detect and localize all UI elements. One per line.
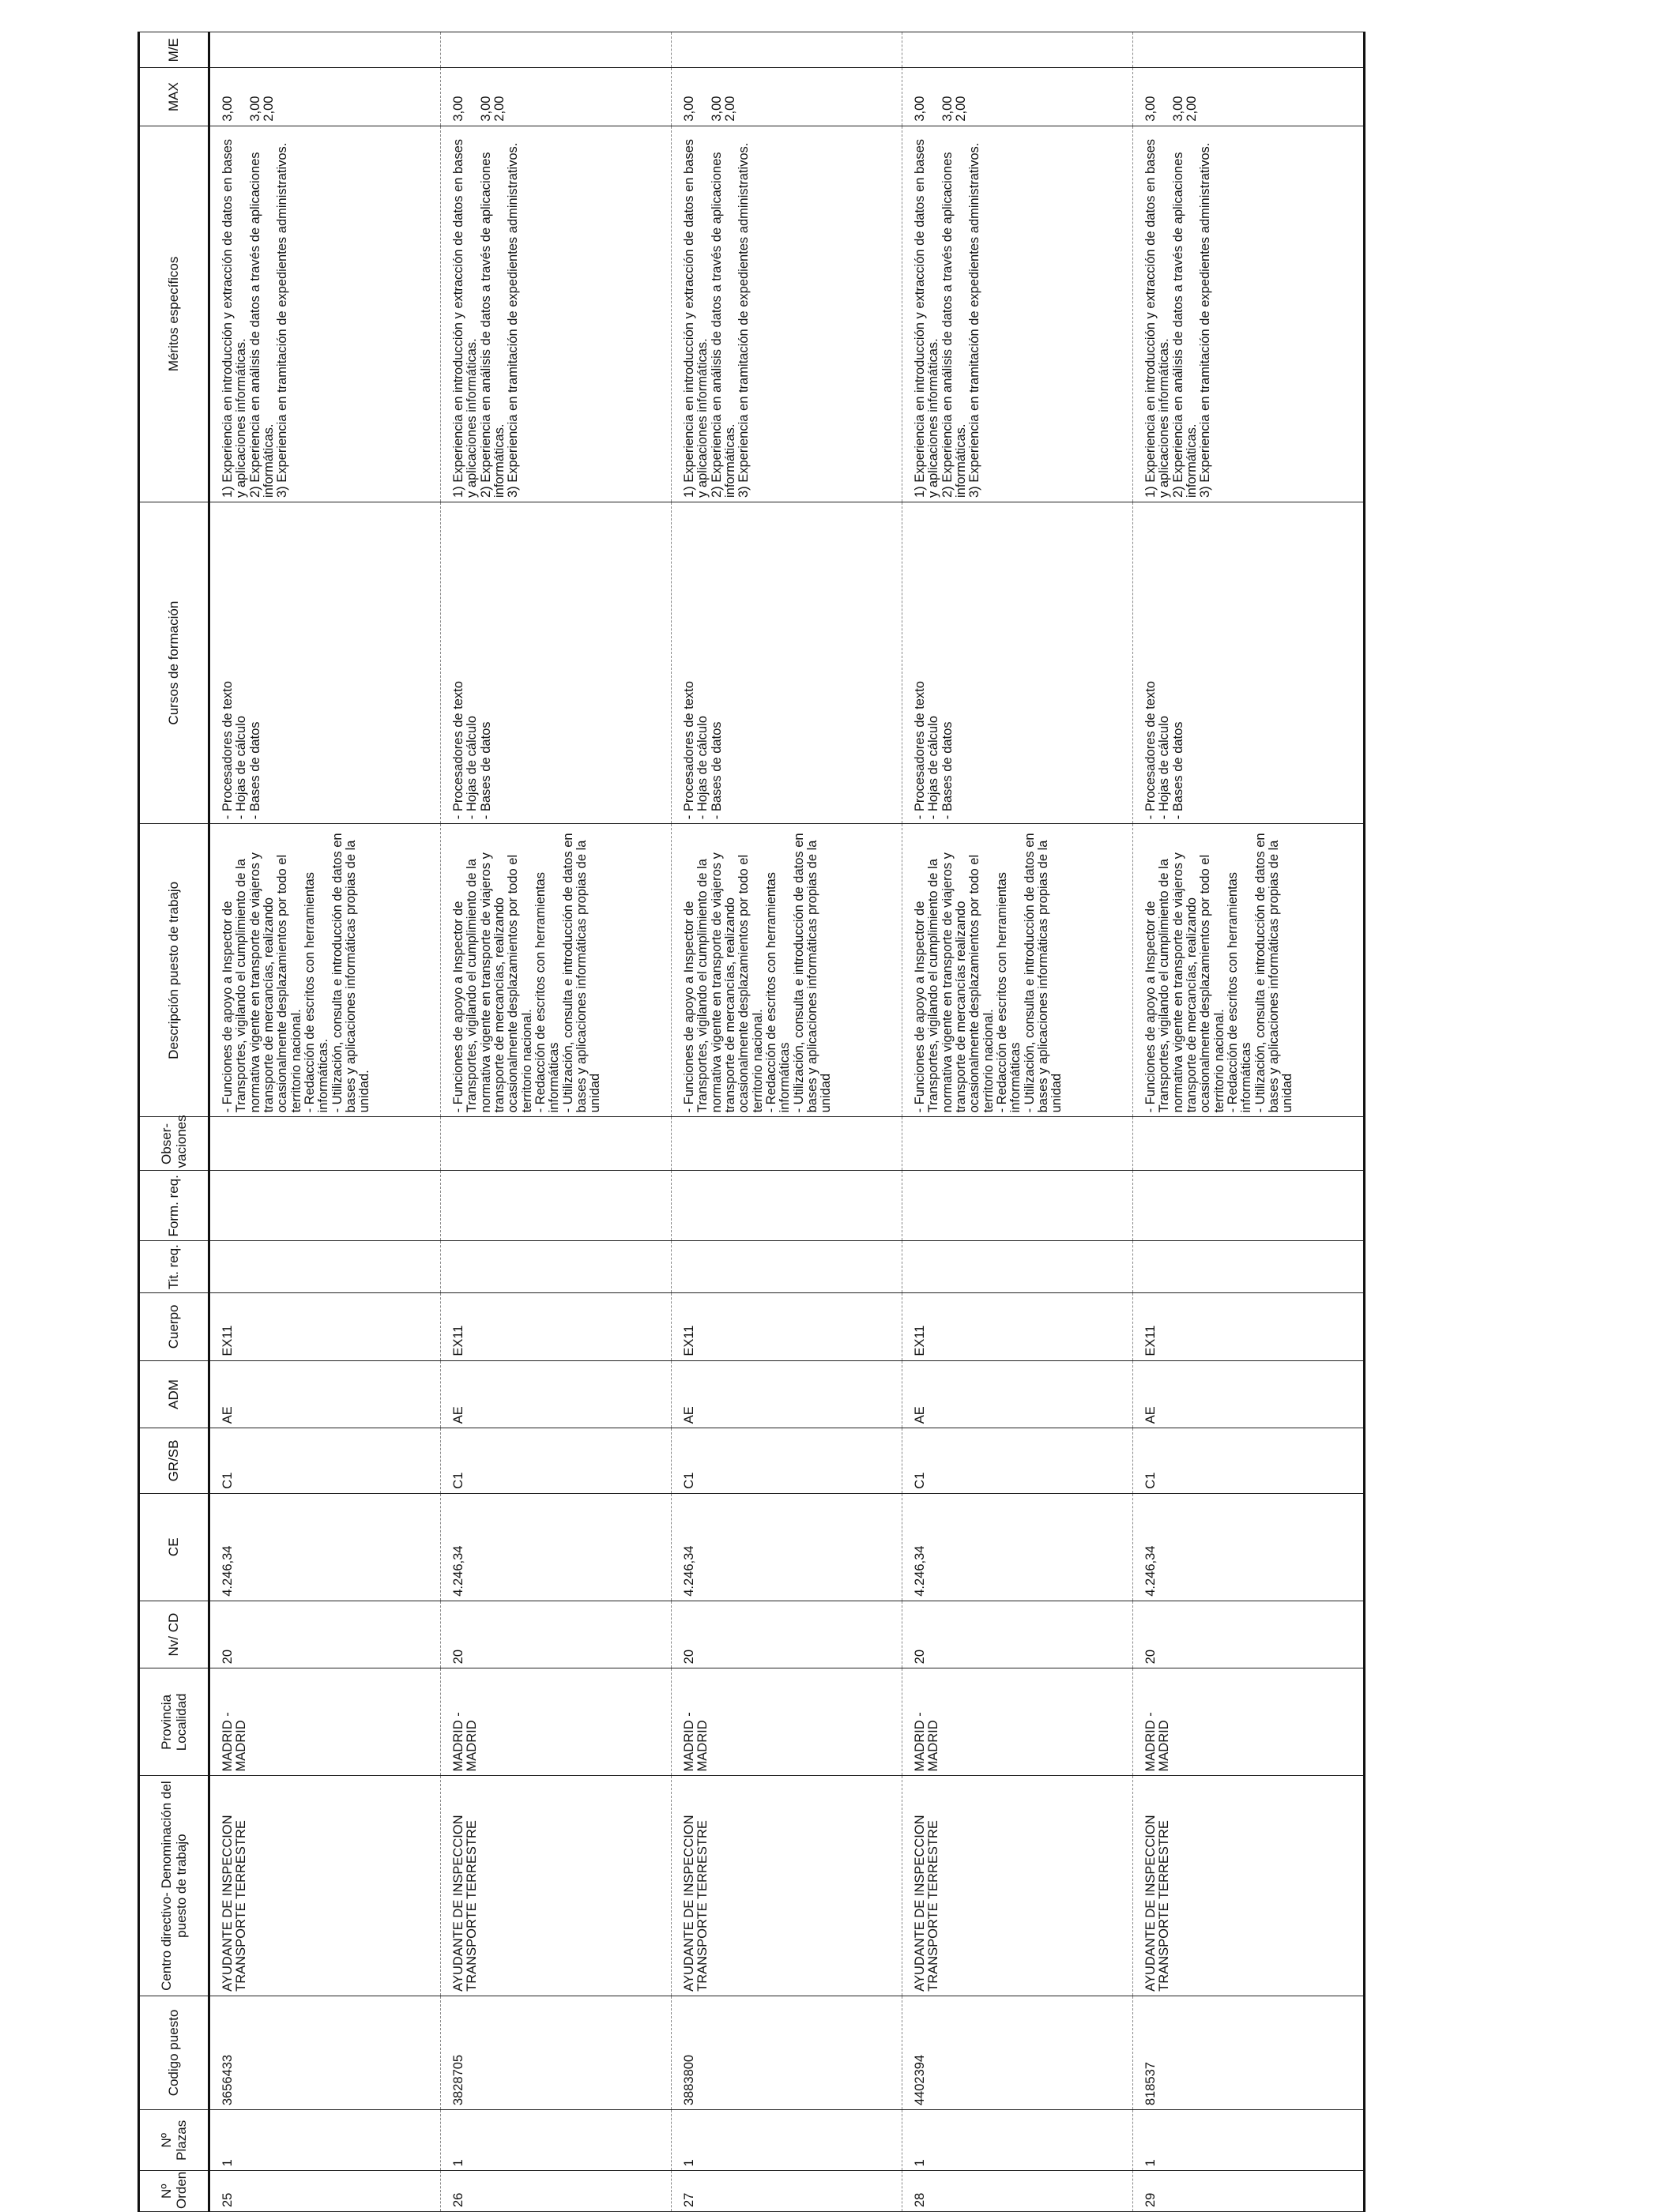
cell-cursos: - Procesadores de texto - Hojas de cálculo - Bases de datos bbox=[672, 502, 902, 824]
table-row bbox=[441, 32, 672, 2212]
cell-codigo: 3883800 bbox=[672, 1996, 902, 2109]
cell-ce: 4.246,34 bbox=[1133, 1493, 1365, 1601]
cell-codigo: 4402394 bbox=[902, 1996, 1133, 2109]
cell-codigo: 818537 bbox=[1133, 1996, 1365, 2109]
cell-formacion bbox=[902, 1171, 1133, 1241]
header-provincia: Provincia Localidad bbox=[139, 1668, 209, 1776]
header-descripcion: Descripción puesto de trabajo bbox=[139, 824, 209, 1117]
cell-titulacion bbox=[441, 1241, 672, 1293]
cell-plazas: 1 bbox=[441, 2110, 672, 2171]
header-formacion: Form. req. bbox=[139, 1171, 209, 1241]
header-observaciones: Obser- vaciones bbox=[139, 1117, 209, 1171]
max-value: 3,00 bbox=[220, 96, 235, 122]
cell-centro: AYUDANTE DE INSPECCION TRANSPORTE TERRESTRE bbox=[1133, 1776, 1365, 1996]
header-meritos: Méritos específicos bbox=[139, 126, 209, 502]
max-value: 3,00 bbox=[709, 96, 724, 122]
cell-cuerpo: EX11 bbox=[672, 1293, 902, 1361]
max-value: 3,00 bbox=[478, 96, 493, 122]
cell-grupo: C1 bbox=[209, 1428, 441, 1493]
cell-orden: 27 bbox=[672, 2171, 902, 2212]
cell-plazas: 1 bbox=[672, 2110, 902, 2171]
max-value: 2,00 bbox=[492, 96, 507, 122]
cell-me bbox=[441, 32, 672, 69]
header-nivel: Nv/ CD bbox=[139, 1601, 209, 1668]
cell-grupo: C1 bbox=[1133, 1428, 1365, 1493]
cell-meritos: 1) Experiencia en introducción y extracción de datos en bases y aplicaciones informáticas. 2) Experiencia en análisis de datos a través de aplicaciones informáticas. 3) Experiencia en tramitación de expedientes administrativos. bbox=[902, 126, 1133, 502]
cell-me bbox=[902, 32, 1133, 69]
cell-provincia: MADRID - MADRID bbox=[672, 1668, 902, 1776]
cell-max bbox=[209, 68, 441, 126]
cell-adm: AE bbox=[441, 1360, 672, 1428]
cell-ce: 4.246,34 bbox=[672, 1493, 902, 1601]
cell-cursos: - Procesadores de texto - Hojas de cálculo - Bases de datos bbox=[902, 502, 1133, 824]
table-row bbox=[672, 32, 902, 2212]
cell-centro: AYUDANTE DE INSPECCION TRANSPORTE TERRESTRE bbox=[902, 1776, 1133, 1996]
cell-observaciones bbox=[441, 1117, 672, 1171]
cell-codigo: 3656433 bbox=[209, 1996, 441, 2109]
cell-titulacion bbox=[1133, 1241, 1365, 1293]
cell-descripcion: - Funciones de apoyo a Inspector de Transportes, vigilando el cumplimiento de la normativa vigente en transporte de viajeros y transporte de mercancías realizando ocasionalmente desplazamientos por todo el territorio nacional. - Redacción de escritos con herramientas informáticas - Utilización, consulta e introducción de datos en bases y aplicaciones informáticas propias de la unidad bbox=[902, 824, 1133, 1117]
rotated-page bbox=[137, 32, 1611, 2212]
header-grupo: GR/SB bbox=[139, 1428, 209, 1493]
header-centro: Centro directivo- Denominación del puesto de trabajo bbox=[139, 1776, 209, 1996]
header-ce: CE bbox=[139, 1493, 209, 1601]
cell-provincia: MADRID - MADRID bbox=[1133, 1668, 1365, 1776]
max-value: 2,00 bbox=[1184, 96, 1199, 122]
cell-centro: AYUDANTE DE INSPECCION TRANSPORTE TERRESTRE bbox=[209, 1776, 441, 1996]
cell-formacion bbox=[441, 1171, 672, 1241]
cell-codigo: 3828705 bbox=[441, 1996, 672, 2109]
cell-meritos: 1) Experiencia en introducción y extracción de datos en bases y aplicaciones informáticas. 2) Experiencia en análisis de datos a través de aplicaciones informáticas. 3) Experiencia en tramitación de expedientes administrativos. bbox=[209, 126, 441, 502]
header-cursos: Cursos de formación bbox=[139, 502, 209, 824]
max-value: 3,00 bbox=[682, 96, 696, 122]
cell-plazas: 1 bbox=[1133, 2110, 1365, 2171]
cell-titulacion bbox=[672, 1241, 902, 1293]
cell-observaciones bbox=[209, 1117, 441, 1171]
cell-cuerpo: EX11 bbox=[1133, 1293, 1365, 1361]
table-row bbox=[902, 32, 1133, 2212]
cell-cuerpo: EX11 bbox=[209, 1293, 441, 1361]
cell-orden: 25 bbox=[209, 2171, 441, 2212]
cell-adm: AE bbox=[209, 1360, 441, 1428]
cell-formacion bbox=[672, 1171, 902, 1241]
cell-observaciones bbox=[1133, 1117, 1365, 1171]
cell-cursos: - Procesadores de texto - Hojas de cálculo - Bases de datos bbox=[441, 502, 672, 824]
cell-provincia: MADRID - MADRID bbox=[441, 1668, 672, 1776]
max-value: 3,00 bbox=[247, 96, 262, 122]
cell-meritos: 1) Experiencia en introducción y extracción de datos en bases y aplicaciones informáticas. 2) Experiencia en análisis de datos a través de aplicaciones informáticas. 3) Experiencia en tramitación de expedientes administrativos. bbox=[1133, 126, 1365, 502]
header-adm: ADM bbox=[139, 1360, 209, 1428]
cell-descripcion: - Funciones de apoyo a Inspector de Transportes, vigilando el cumplimiento de la normativa vigente en transporte de viajeros y transporte de mercancías, realizando ocasionalmente desplazamientos por todo el territorio nacional. - Redacción de escritos con herramientas informáticas. - Utilización, consulta e introducción de datos en bases y aplicaciones informáticas propias de la unidad. bbox=[209, 824, 441, 1117]
header-max: MAX bbox=[139, 68, 209, 126]
header-cuerpo: Cuerpo bbox=[139, 1293, 209, 1361]
cell-descripcion: - Funciones de apoyo a Inspector de Transportes, vigilando el cumplimiento de la normativa vigente en transporte de viajeros y transporte de mercancías, realizando ocasionalmente desplazamientos por todo el territorio nacional. - Redacción de escritos con herramientas informáticas - Utilización, consulta e introducción de datos en bases y aplicaciones informáticas propias de la unidad bbox=[441, 824, 672, 1117]
cell-ce: 4.246,34 bbox=[441, 1493, 672, 1601]
cell-orden: 26 bbox=[441, 2171, 672, 2212]
cell-nivel: 20 bbox=[672, 1601, 902, 1668]
cell-me bbox=[1133, 32, 1365, 69]
max-value: 3,00 bbox=[1170, 96, 1185, 122]
cell-max bbox=[902, 68, 1133, 126]
cell-formacion bbox=[1133, 1171, 1365, 1241]
cell-titulacion bbox=[209, 1241, 441, 1293]
cell-orden: 29 bbox=[1133, 2171, 1365, 2212]
cell-me bbox=[209, 32, 441, 69]
cell-observaciones bbox=[902, 1117, 1133, 1171]
header-orden: Nº Orden bbox=[139, 2171, 209, 2212]
cell-nivel: 20 bbox=[902, 1601, 1133, 1668]
cell-max bbox=[1133, 68, 1365, 126]
header-row bbox=[139, 32, 209, 2212]
cell-nivel: 20 bbox=[441, 1601, 672, 1668]
cell-provincia: MADRID - MADRID bbox=[902, 1668, 1133, 1776]
max-value: 2,00 bbox=[261, 96, 276, 122]
cell-orden: 28 bbox=[902, 2171, 1133, 2212]
cell-adm: AE bbox=[902, 1360, 1133, 1428]
cell-descripcion: - Funciones de apoyo a Inspector de Transportes, vigilando el cumplimiento de la normativa vigente en transporte de viajeros y transporte de mercancías, realizando ocasionalmente desplazamientos por todo el territorio nacional. - Redacción de escritos con herramientas informáticas - Utilización, consulta e introducción de datos en bases y aplicaciones informáticas propias de la unidad bbox=[1133, 824, 1365, 1117]
cell-grupo: C1 bbox=[672, 1428, 902, 1493]
cell-descripcion: - Funciones de apoyo a Inspector de Transportes, vigilando el cumplimiento de la normativa vigente en transporte de viajeros y transporte de mercancías, realizando ocasionalmente desplazamientos por todo el territorio nacional. - Redacción de escritos con herramientas informáticas - Utilización, consulta e introducción de datos en bases y aplicaciones informáticas propias de la unidad bbox=[672, 824, 902, 1117]
cell-cuerpo: EX11 bbox=[441, 1293, 672, 1361]
cell-plazas: 1 bbox=[902, 2110, 1133, 2171]
cell-meritos: 1) Experiencia en introducción y extracción de datos en bases y aplicaciones informáticas. 2) Experiencia en análisis de datos a través de aplicaciones informáticas. 3) Experiencia en tramitación de expedientes administrativos. bbox=[672, 126, 902, 502]
cell-meritos: 1) Experiencia en introducción y extracción de datos en bases y aplicaciones informáticas. 2) Experiencia en análisis de datos a través de aplicaciones informáticas. 3) Experiencia en tramitación de expedientes administrativos. bbox=[441, 126, 672, 502]
cell-max bbox=[672, 68, 902, 126]
header-codigo: Codigo puesto bbox=[139, 1996, 209, 2109]
cell-cuerpo: EX11 bbox=[902, 1293, 1133, 1361]
max-value: 3,00 bbox=[913, 96, 927, 122]
cell-ce: 4.246,34 bbox=[902, 1493, 1133, 1601]
job-positions-table bbox=[137, 32, 1365, 2212]
cell-provincia: MADRID - MADRID bbox=[209, 1668, 441, 1776]
cell-max bbox=[441, 68, 672, 126]
header-plazas: Nº Plazas bbox=[139, 2110, 209, 2171]
cell-titulacion bbox=[902, 1241, 1133, 1293]
header-me: M/E bbox=[139, 32, 209, 69]
cell-nivel: 20 bbox=[209, 1601, 441, 1668]
cell-adm: AE bbox=[672, 1360, 902, 1428]
cell-formacion bbox=[209, 1171, 441, 1241]
cell-ce: 4.246,34 bbox=[209, 1493, 441, 1601]
cell-observaciones bbox=[672, 1117, 902, 1171]
max-value: 3,00 bbox=[1143, 96, 1158, 122]
table-row bbox=[1133, 32, 1365, 2212]
cell-me bbox=[672, 32, 902, 69]
max-value: 3,00 bbox=[451, 96, 465, 122]
table-row bbox=[209, 32, 441, 2212]
max-value: 2,00 bbox=[953, 96, 968, 122]
cell-adm: AE bbox=[1133, 1360, 1365, 1428]
cell-centro: AYUDANTE DE INSPECCION TRANSPORTE TERRESTRE bbox=[441, 1776, 672, 1996]
cell-grupo: C1 bbox=[902, 1428, 1133, 1493]
max-value: 3,00 bbox=[940, 96, 955, 122]
cell-cursos: - Procesadores de texto - Hojas de cálculo - Bases de datos bbox=[1133, 502, 1365, 824]
cell-plazas: 1 bbox=[209, 2110, 441, 2171]
cell-grupo: C1 bbox=[441, 1428, 672, 1493]
cell-nivel: 20 bbox=[1133, 1601, 1365, 1668]
cell-centro: AYUDANTE DE INSPECCION TRANSPORTE TERRESTRE bbox=[672, 1776, 902, 1996]
header-titulacion: Tit. req. bbox=[139, 1241, 209, 1293]
max-value: 2,00 bbox=[722, 96, 737, 122]
cell-cursos: - Procesadores de texto - Hojas de cálculo - Bases de datos bbox=[209, 502, 441, 824]
